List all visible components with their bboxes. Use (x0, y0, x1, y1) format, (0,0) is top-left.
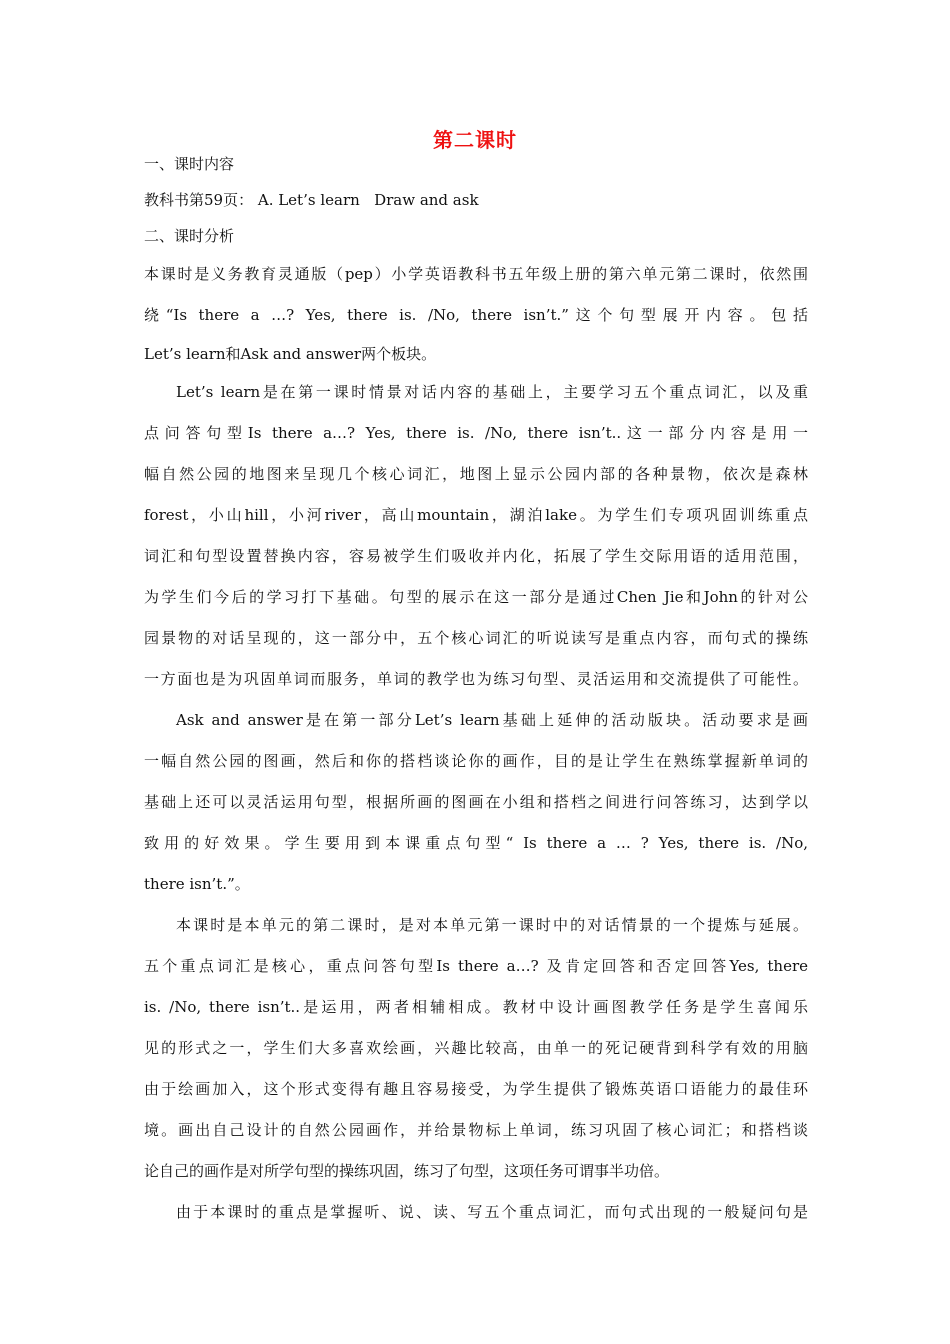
paragraph-line: Ask and answer是在第一部分Let’s learn基础上延伸的活动版块。活动要求是画 (176, 711, 808, 729)
paragraph-line: there isn’t.”。 (144, 875, 250, 893)
paragraph-line: 词汇和句型设置替换内容，容易被学生们吸收并内化，拓展了学生交际用语的适用范围， (144, 547, 808, 565)
paragraph-line: 幅自然公园的地图来呈现几个核心词汇，地图上显示公园内部的各种景物，依次是森林 (144, 465, 808, 483)
paragraph-line: 见的形式之一，学生们大多喜欢绘画，兴趣比较高，由单一的死记硬背到科学有效的用脑 (144, 1039, 808, 1057)
document-body (144, 146, 808, 1233)
paragraph-line: 论自己的画作是对所学句型的操练巩固，练习了句型，这项任务可谓事半功倍。 (144, 1162, 670, 1180)
textbook-reference: 教科书第59页： A. Let’s learn Draw and ask (144, 191, 479, 209)
section-heading-lesson-content: 一、课时内容 (144, 155, 235, 173)
paragraph-line: 本课时是义务教育灵通版（pep）小学英语教科书五年级上册的第六单元第二课时，依然围 (144, 265, 808, 283)
paragraph-line: Let’s learn是在第一课时情景对话内容的基础上，主要学习五个重点词汇，以及重 (176, 383, 808, 401)
paragraph-line: 致用的好效果。学生要用到本课重点句型“ Is there a … ? Yes, there is. /No, (144, 834, 808, 852)
paragraph-line: 绕“Is there a …? Yes, there is. /No, there isn’t.”这个句型展开内容。包括 (144, 306, 808, 324)
paragraph-line: is. /No, there isn’t..是运用，两者相辅相成。教材中设计画图教学任务是学生喜闻乐 (144, 998, 808, 1016)
paragraph-line: 点问答句型Is there a…? Yes, there is. /No, there isn’t..这一部分内容是用一 (144, 424, 808, 442)
paragraph-line: forest，小山hill，小河river，高山mountain，湖泊lake。为学生们专项巩固训练重点 (144, 506, 808, 524)
paragraph-line: 本课时是本单元的第二课时，是对本单元第一课时中的对话情景的一个提炼与延展。 (176, 916, 808, 934)
paragraph-line: 由于本课时的重点是掌握听、说、读、写五个重点词汇，而句式出现的一般疑问句是 (176, 1203, 808, 1221)
paragraph-line: 五个重点词汇是核心，重点问答句型Is there a…? 及肯定回答和否定回答Yes, there (144, 957, 808, 975)
paragraph-line: 境。画出自己设计的自然公园画作，并给景物标上单词，练习巩固了核心词汇；和搭档谈 (144, 1121, 808, 1139)
paragraph-line: 园景物的对话呈现的，这一部分中，五个核心词汇的听说读写是重点内容，而句式的操练 (144, 629, 808, 647)
paragraph-line: Let’s learn和Ask and answer两个板块。 (144, 345, 437, 363)
paragraph-line: 为学生们今后的学习打下基础。句型的展示在这一部分是通过Chen Jie和John的针对公 (144, 588, 808, 606)
document-title: 第二课时 (433, 128, 517, 152)
paragraph-line: 由于绘画加入，这个形式变得有趣且容易接受，为学生提供了锻炼英语口语能力的最佳环 (144, 1080, 808, 1098)
paragraph-line: 一方面也是为巩固单词而服务，单词的教学也为练习句型、灵活运用和交流提供了可能性。 (144, 670, 808, 688)
paragraph-line: 基础上还可以灵活运用句型，根据所画的图画在小组和搭档之间进行问答练习，达到学以 (144, 793, 808, 811)
paragraph-line: 一幅自然公园的图画，然后和你的搭档谈论你的画作，目的是让学生在熟练掌握新单词的 (144, 752, 808, 770)
section-heading-lesson-analysis: 二、课时分析 (144, 227, 235, 245)
